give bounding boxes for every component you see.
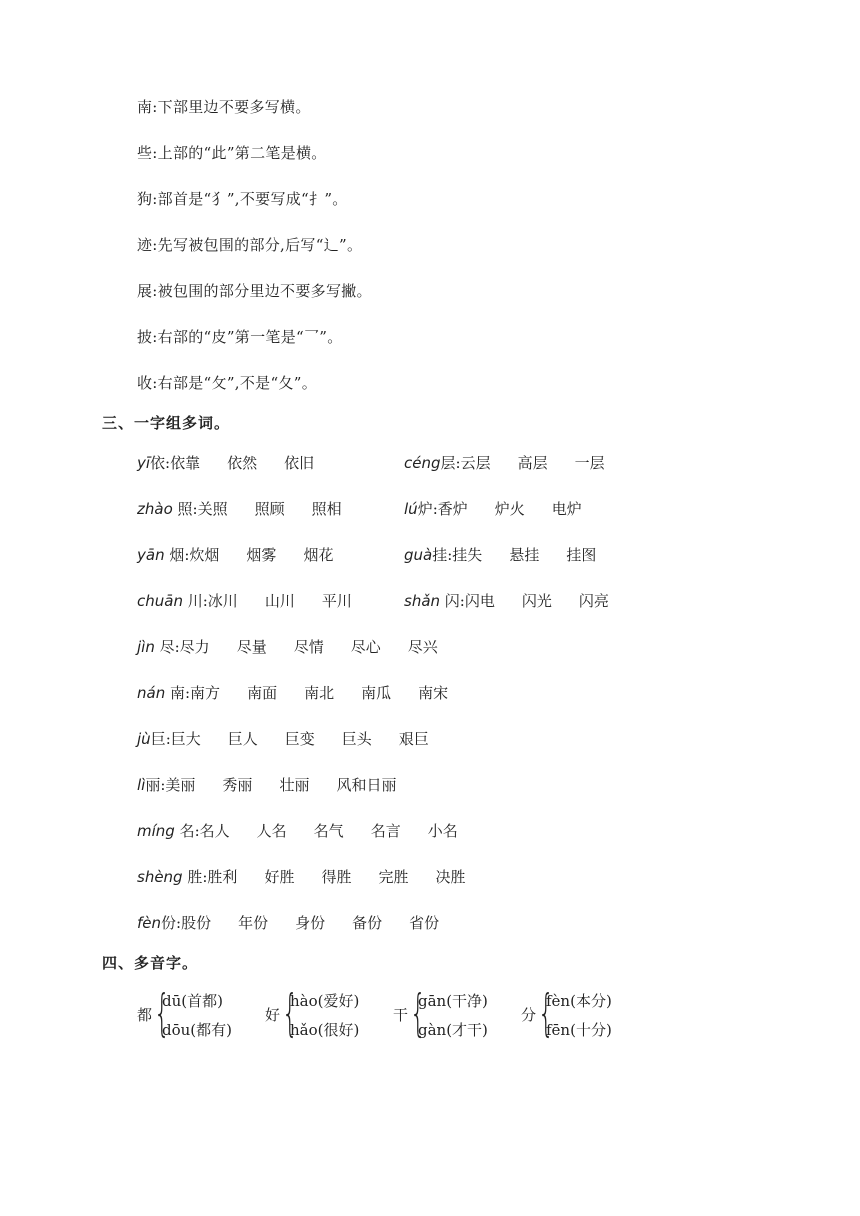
word: 高层 [517, 454, 548, 472]
head-char: 依: [150, 454, 171, 472]
polyphone-item [137, 986, 257, 1046]
word-group-head [404, 546, 452, 564]
head-char: 丽: [145, 776, 166, 794]
pinyin: fèn [137, 914, 162, 932]
head-char: 川: [182, 592, 208, 610]
word: 名言 [370, 822, 401, 840]
word-group-head [137, 638, 180, 656]
word: 依靠 [170, 454, 201, 472]
word: 名气 [313, 822, 344, 840]
polyphone-reading: dōu(都有) [162, 1021, 232, 1039]
word: 美丽 [165, 776, 196, 794]
word-group [137, 683, 449, 703]
polyphone-item [393, 986, 513, 1046]
word-group-head [137, 454, 170, 472]
word: 南方 [190, 684, 221, 702]
brace-icon: { [282, 984, 298, 1042]
word-group-head [137, 914, 181, 932]
word: 烟花 [303, 546, 334, 564]
word: 人名 [256, 822, 287, 840]
word: 巨头 [341, 730, 372, 748]
pinyin: chuān [137, 592, 183, 610]
writing-note: 收:右部是“攵”,不是“夂”。 [137, 374, 317, 392]
word: 尽心 [350, 638, 381, 656]
word: 完胜 [378, 868, 409, 886]
pinyin: yān [137, 546, 165, 564]
word: 炊烟 [189, 546, 220, 564]
word: 身份 [295, 914, 326, 932]
word: 壮丽 [279, 776, 310, 794]
word-group [137, 775, 397, 795]
word: 得胜 [321, 868, 352, 886]
brace-icon: { [154, 984, 170, 1042]
word: 风和日丽 [336, 776, 397, 794]
word-group [137, 591, 352, 611]
word: 南北 [304, 684, 335, 702]
word: 平川 [321, 592, 352, 610]
head-char: 胜: [182, 868, 208, 886]
word: 炉火 [494, 500, 525, 518]
word: 南宋 [418, 684, 449, 702]
writing-note: 披:右部的“皮”第一笔是“乛”。 [137, 328, 343, 346]
word-group [137, 453, 315, 473]
writing-note: 狗:部首是“犭”,不要写成“扌”。 [137, 190, 348, 208]
head-char: 层: [440, 454, 461, 472]
word: 巨大 [170, 730, 201, 748]
word: 巨人 [227, 730, 258, 748]
word-group [137, 729, 429, 749]
word: 胜利 [207, 868, 238, 886]
word-group-head [404, 500, 438, 518]
word: 烟雾 [246, 546, 277, 564]
writing-note: 展:被包围的部分里边不要多写撇。 [137, 282, 372, 300]
pinyin: guà [404, 546, 433, 564]
word: 依旧 [284, 454, 315, 472]
writing-note: 迹:先写被包围的部分,后写“辶”。 [137, 236, 363, 254]
polyphone-char: 干 [393, 1006, 409, 1024]
head-char: 照: [172, 500, 198, 518]
word: 挂失 [452, 546, 483, 564]
word-group-head [404, 454, 461, 472]
word: 照顾 [254, 500, 285, 518]
pinyin: jù [137, 730, 151, 748]
word: 挂图 [566, 546, 597, 564]
word: 照相 [311, 500, 342, 518]
polyphone-char: 分 [521, 1006, 537, 1024]
word: 香炉 [437, 500, 468, 518]
polyphone-reading: gān(干净) [418, 992, 488, 1010]
pinyin: shèng [137, 868, 183, 886]
pinyin: lú [404, 500, 418, 518]
word: 尽情 [293, 638, 324, 656]
word: 决胜 [435, 868, 466, 886]
word: 电炉 [551, 500, 582, 518]
polyphone-reading: fèn(本分) [546, 992, 612, 1010]
word: 山川 [264, 592, 295, 610]
word-group [137, 821, 458, 841]
word-group-head [137, 684, 190, 702]
word-group [404, 453, 605, 473]
word: 尽量 [236, 638, 267, 656]
head-char: 烟: [164, 546, 190, 564]
word-group [404, 499, 582, 519]
word: 名人 [199, 822, 230, 840]
word-group-head [137, 730, 171, 748]
word: 年份 [238, 914, 269, 932]
word: 省份 [409, 914, 440, 932]
word-group-head [137, 592, 208, 610]
polyphone-reading: hǎo(很好) [290, 1021, 360, 1039]
word-group-head [137, 776, 165, 794]
pinyin: jìn [137, 638, 155, 656]
word: 股份 [181, 914, 212, 932]
polyphone-reading: gàn(才干) [418, 1021, 488, 1039]
word: 小名 [427, 822, 458, 840]
word: 一层 [574, 454, 605, 472]
writing-note: 南:下部里边不要多写横。 [137, 98, 311, 116]
section-heading-3: 三、一字组多词。 [102, 414, 231, 432]
word-group [404, 591, 609, 611]
word: 闪光 [521, 592, 552, 610]
pinyin: shǎn [404, 592, 441, 610]
word: 尽兴 [407, 638, 438, 656]
word: 南面 [247, 684, 278, 702]
head-char: 巨: [150, 730, 171, 748]
head-char: 挂: [432, 546, 453, 564]
head-char: 南: [165, 684, 191, 702]
word: 巨变 [284, 730, 315, 748]
pinyin: nán [137, 684, 166, 702]
polyphone-reading: dū(首都) [162, 992, 223, 1010]
word-group-head [137, 500, 198, 518]
word: 备份 [352, 914, 383, 932]
word: 尽力 [179, 638, 210, 656]
pinyin: céng [404, 454, 441, 472]
polyphone-reading: hào(爱好) [290, 992, 360, 1010]
head-char: 份: [161, 914, 182, 932]
word: 关照 [197, 500, 228, 518]
word: 南瓜 [361, 684, 392, 702]
word-group-head [404, 592, 465, 610]
word: 秀丽 [222, 776, 253, 794]
pinyin: lì [137, 776, 146, 794]
writing-note: 些:上部的“此”第二笔是横。 [137, 144, 327, 162]
pinyin: yī [137, 454, 151, 472]
polyphone-item [521, 986, 641, 1046]
head-char: 名: [174, 822, 200, 840]
section-heading-4: 四、多音字。 [102, 954, 199, 972]
word: 闪亮 [578, 592, 609, 610]
polyphone-item [265, 986, 385, 1046]
word-group [137, 545, 334, 565]
head-char: 炉: [417, 500, 438, 518]
word: 云层 [460, 454, 491, 472]
polyphone-reading: fēn(十分) [546, 1021, 612, 1039]
word: 冰川 [207, 592, 238, 610]
word-group [137, 637, 438, 657]
pinyin: zhào [137, 500, 173, 518]
brace-icon: { [410, 984, 426, 1042]
pinyin: míng [137, 822, 175, 840]
word: 艰巨 [398, 730, 429, 748]
word: 闪电 [464, 592, 495, 610]
word: 悬挂 [509, 546, 540, 564]
word: 好胜 [264, 868, 295, 886]
word-group [137, 499, 342, 519]
head-char: 尽: [154, 638, 180, 656]
word-group-head [137, 822, 200, 840]
word-group-head [137, 868, 207, 886]
polyphone-char: 好 [265, 1006, 281, 1024]
word: 依然 [227, 454, 258, 472]
word-group-head [137, 546, 189, 564]
word-group [137, 867, 466, 887]
polyphone-char: 都 [137, 1006, 153, 1024]
head-char: 闪: [440, 592, 465, 610]
brace-icon: { [538, 984, 554, 1042]
word-group [404, 545, 597, 565]
word-group [137, 913, 440, 933]
